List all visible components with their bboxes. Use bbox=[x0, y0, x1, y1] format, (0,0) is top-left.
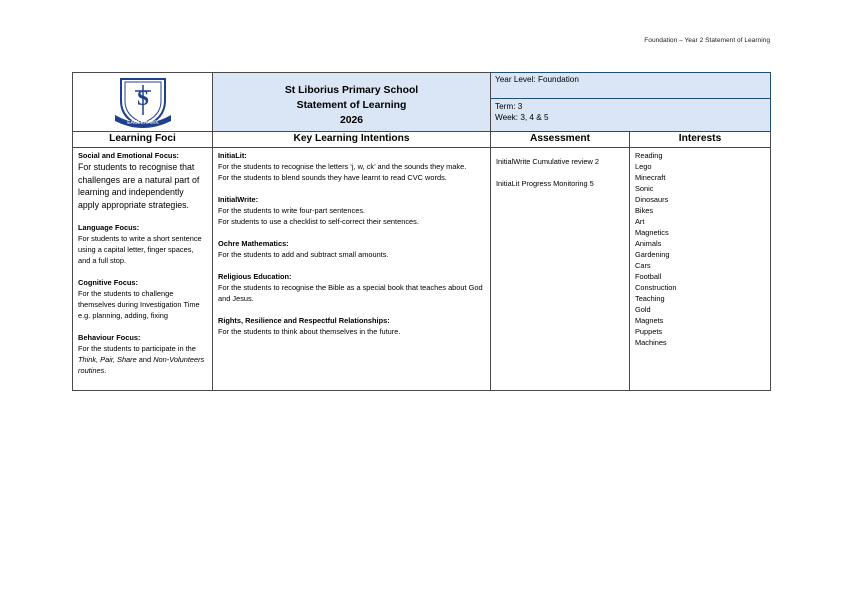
cognitive-focus-title: Cognitive Focus: bbox=[78, 278, 138, 287]
interests-cell bbox=[630, 148, 771, 391]
interest-item: Magnetics bbox=[635, 228, 669, 237]
interest-item: Art bbox=[635, 217, 645, 226]
year-level-cell bbox=[491, 73, 771, 99]
column-header-row bbox=[73, 132, 771, 148]
initialit-title: InitiaLit: bbox=[218, 151, 247, 160]
religious-education-title: Religious Education: bbox=[218, 272, 292, 281]
interest-item: Animals bbox=[635, 239, 662, 248]
language-focus-title: Language Focus: bbox=[78, 223, 140, 232]
social-focus-text: For students to recognise that challenges are a natural part of learning and independently apply appropriate strategies. bbox=[78, 162, 200, 210]
religious-education-line-1: For the students to recognise the Bible as a special book that teaches about God and Jesus. bbox=[218, 283, 483, 303]
interest-item: Minecraft bbox=[635, 173, 666, 182]
interest-item: Teaching bbox=[635, 294, 665, 303]
interest-item: Sonic bbox=[635, 184, 654, 193]
school-crest-icon bbox=[113, 75, 173, 131]
running-header: Foundation – Year 2 Statement of Learning bbox=[644, 37, 770, 44]
ochre-maths-line-1: For the students to add and subtract small amounts. bbox=[218, 250, 389, 259]
interest-item: Construction bbox=[635, 283, 677, 292]
initialwrite-line-1: For the students to write four-part sentences. bbox=[218, 206, 366, 215]
interest-item: Cars bbox=[635, 261, 651, 270]
document-year: 2026 bbox=[339, 114, 364, 126]
assessment-item: InitialWrite Cumulative review 2 bbox=[496, 157, 599, 166]
behaviour-focus-title: Behaviour Focus: bbox=[78, 333, 141, 342]
header-row bbox=[73, 73, 771, 99]
ochre-maths-title: Ochre Mathematics: bbox=[218, 239, 289, 248]
rights-resilience-line-1: For the students to think about themselves in the future. bbox=[218, 327, 401, 336]
interest-item: Gold bbox=[635, 305, 651, 314]
year-level: Year Level: Foundation bbox=[495, 75, 579, 84]
interest-item: Puppets bbox=[635, 327, 663, 336]
social-focus-title: Social and Emotional Focus: bbox=[78, 151, 180, 160]
statement-of-learning-table bbox=[72, 72, 771, 391]
interest-item: Bikes bbox=[635, 206, 654, 215]
assessment-item: InitiaLit Progress Monitoring 5 bbox=[496, 179, 594, 188]
column-header-intentions: Key Learning Intentions bbox=[213, 132, 491, 148]
column-header-interests: Interests bbox=[630, 132, 771, 148]
interest-item: Football bbox=[635, 272, 662, 281]
cognitive-focus-text: For the students to challenge themselves during Investigation Time e.g. planning, adding, fixing bbox=[78, 289, 200, 320]
term: Term: 3 bbox=[495, 102, 523, 111]
school-title-cell bbox=[213, 73, 491, 132]
school-name: St Liborius Primary School bbox=[284, 84, 419, 96]
interest-item: Lego bbox=[635, 162, 652, 171]
initialit-line-2: For the students to blend sounds they have learnt to read CVC words. bbox=[218, 173, 447, 182]
interest-item: Magnets bbox=[635, 316, 664, 325]
term-week-cell bbox=[491, 99, 771, 132]
school-logo-cell bbox=[73, 73, 213, 132]
svg-text:S: S bbox=[136, 85, 150, 110]
learning-foci-cell bbox=[73, 148, 213, 391]
rights-resilience-title: Rights, Resilience and Respectful Relationships: bbox=[218, 316, 390, 325]
interest-item: Gardening bbox=[635, 250, 670, 259]
document-title: Statement of Learning bbox=[296, 99, 407, 111]
column-header-assessment: Assessment bbox=[491, 132, 630, 148]
week: Week: 3, 4 & 5 bbox=[495, 113, 549, 122]
content-row bbox=[73, 148, 771, 391]
language-focus-text: For students to write a short sentence using a capital letter, finger spaces, and a full stop. bbox=[78, 234, 202, 265]
interest-item: Reading bbox=[635, 151, 663, 160]
assessment-cell bbox=[491, 148, 630, 391]
key-learning-intentions-cell bbox=[213, 148, 491, 391]
behaviour-focus-text: For the students to participate in the Think, Pair, Share and Non-Volunteers routines. bbox=[78, 344, 205, 375]
initialwrite-line-2: For students to use a checklist to self-correct their sentences. bbox=[218, 217, 419, 226]
column-header-foci: Learning Foci bbox=[73, 132, 213, 148]
initialit-line-1: For the students to recognise the letters ‘j, w, ck’ and the sounds they make. bbox=[218, 162, 467, 171]
svg-text:EAGLEHAWK: EAGLEHAWK bbox=[127, 120, 159, 126]
initialwrite-title: InitialWrite: bbox=[218, 195, 259, 204]
interest-item: Machines bbox=[635, 338, 667, 347]
interest-item: Dinosaurs bbox=[635, 195, 669, 204]
